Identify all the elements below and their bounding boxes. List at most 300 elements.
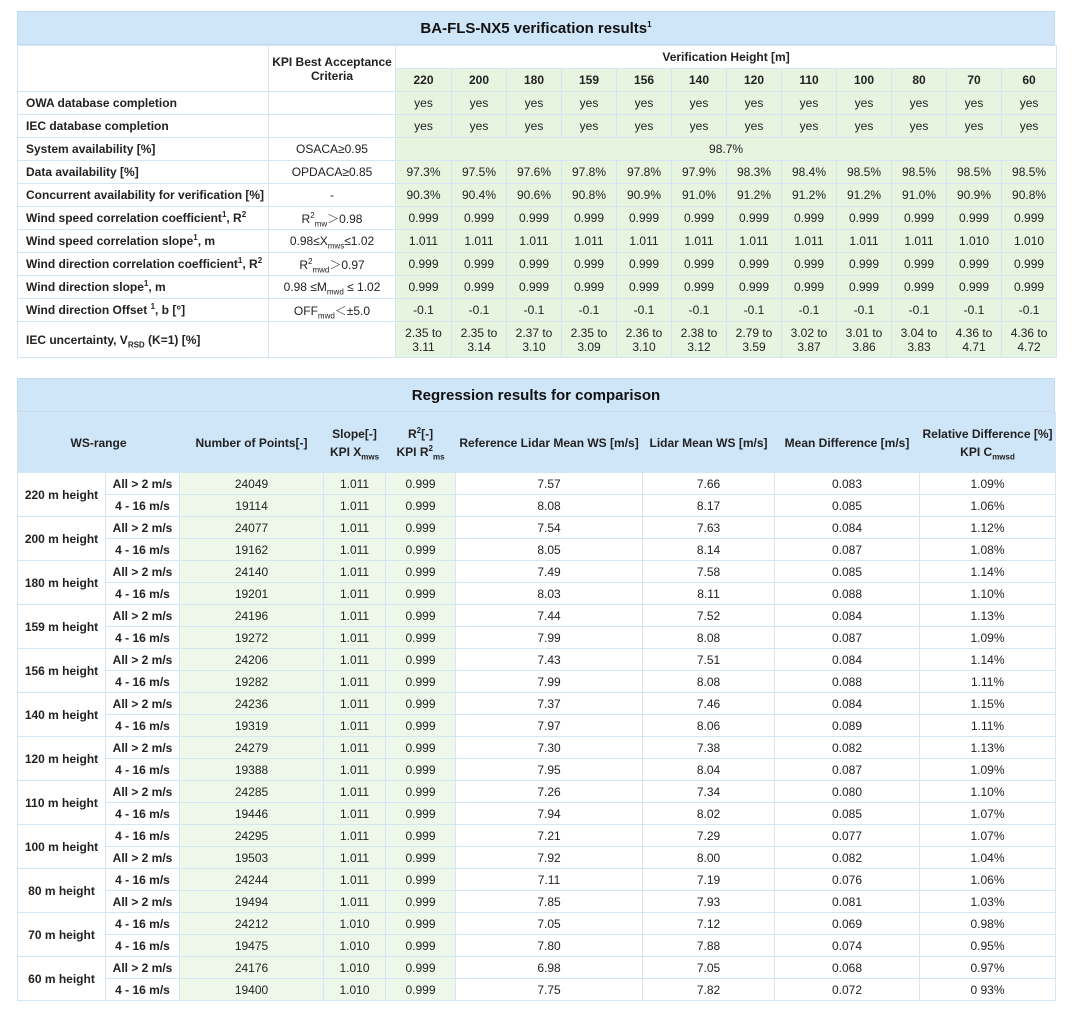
kpi-sub: mw xyxy=(314,218,328,228)
value-cell: 0.999 xyxy=(396,207,452,230)
value-cell: yes xyxy=(617,92,672,115)
slope-kpi-text: KPI X xyxy=(329,444,362,459)
kpi-criteria xyxy=(269,322,396,358)
value-cell: 0.999 xyxy=(617,253,672,276)
slope-cell: 1.010 xyxy=(324,957,386,979)
slope-cell: 1.011 xyxy=(324,781,386,803)
r2-header-label xyxy=(386,425,455,443)
table-row xyxy=(18,276,1057,299)
mean-difference-cell: 0.088 xyxy=(775,583,920,605)
regression-results-table xyxy=(17,412,1056,1001)
value-cell: 98.5% xyxy=(892,161,947,184)
height-group-label: 80 m height xyxy=(18,869,106,913)
row-label xyxy=(18,253,269,276)
height-header: 110 xyxy=(782,69,837,92)
lidar-ws-cell: 7.05 xyxy=(643,957,775,979)
ws-range-cell: All > 2 m/s xyxy=(106,649,180,671)
slope-cell: 1.011 xyxy=(324,561,386,583)
row-label xyxy=(18,207,269,230)
height-header: 140 xyxy=(672,69,727,92)
value-cell: 90.4% xyxy=(452,184,507,207)
height-header: 60 xyxy=(1002,69,1057,92)
relative-difference-cell: 0 93% xyxy=(920,979,1056,1001)
table-row xyxy=(18,649,1056,671)
value-cell: -0.1 xyxy=(1002,299,1057,322)
r2-cell: 0.999 xyxy=(386,759,456,781)
value-bottom: 3.10 xyxy=(632,339,656,354)
value-cell: -0.1 xyxy=(507,299,562,322)
slope-cell: 1.011 xyxy=(324,891,386,913)
height-group-label: 60 m height xyxy=(18,957,106,1001)
value-cell xyxy=(562,322,617,358)
points-cell: 19503 xyxy=(180,847,324,869)
table-row xyxy=(18,825,1056,847)
r2-cell: 0.999 xyxy=(386,561,456,583)
lidar-ws-cell: 7.19 xyxy=(643,869,775,891)
value-bottom: 3.87 xyxy=(797,339,821,354)
r2-cell: 0.999 xyxy=(386,891,456,913)
points-cell: 24077 xyxy=(180,517,324,539)
value-cell: 1.011 xyxy=(452,230,507,253)
r2-header xyxy=(386,413,456,473)
r2-cell: 0.999 xyxy=(386,957,456,979)
value-cell: 0.999 xyxy=(507,207,562,230)
points-cell: 19475 xyxy=(180,935,324,957)
mean-difference-cell: 0.084 xyxy=(775,605,920,627)
relative-difference-cell: 1.06% xyxy=(920,869,1056,891)
reference-ws-cell: 7.43 xyxy=(456,649,643,671)
row-label-text: Wind direction correlation coefficient xyxy=(26,257,238,271)
value-cell: 0.999 xyxy=(892,207,947,230)
slope-cell: 1.011 xyxy=(324,605,386,627)
points-cell: 19272 xyxy=(180,627,324,649)
ws-range-cell: All > 2 m/s xyxy=(106,891,180,913)
table-row xyxy=(18,935,1056,957)
value-cell: 1.011 xyxy=(507,230,562,253)
r2-cell: 0.999 xyxy=(386,737,456,759)
row-label-tail: , R xyxy=(226,211,242,225)
mean-difference-cell: 0.085 xyxy=(775,561,920,583)
relative-difference-cell: 0.98% xyxy=(920,913,1056,935)
value-cell: yes xyxy=(672,92,727,115)
value-bottom: 4.71 xyxy=(962,339,986,354)
lidar-ws-cell: 7.58 xyxy=(643,561,775,583)
value-bottom: 3.59 xyxy=(742,339,766,354)
merged-value-cell: 98.7% xyxy=(396,138,1057,161)
lidar-ws-cell: 7.12 xyxy=(643,913,775,935)
value-top: 2.35 to xyxy=(460,325,498,340)
value-cell: 0.999 xyxy=(892,253,947,276)
points-header: Number of Points[-] xyxy=(180,413,324,473)
mean-difference-cell: 0.087 xyxy=(775,759,920,781)
ws-range-cell: 4 - 16 m/s xyxy=(106,583,180,605)
height-group-label: 110 m height xyxy=(18,781,106,825)
points-cell: 24140 xyxy=(180,561,324,583)
value-cell: 97.3% xyxy=(396,161,452,184)
value-cell: 0.999 xyxy=(727,276,782,299)
value-cell: 0.999 xyxy=(507,253,562,276)
relative-difference-cell: 1.04% xyxy=(920,847,1056,869)
reference-ws-cell: 7.99 xyxy=(456,671,643,693)
value-bottom: 3.14 xyxy=(467,339,491,354)
kpi-tail: ＜±5.0 xyxy=(334,303,371,318)
height-header: 200 xyxy=(452,69,507,92)
points-cell: 24295 xyxy=(180,825,324,847)
row-label-tail: , b [°] xyxy=(155,303,186,317)
value-cell: yes xyxy=(452,92,507,115)
ws-range-cell: All > 2 m/s xyxy=(106,781,180,803)
row-label-sup: 1 xyxy=(221,210,227,219)
value-cell: yes xyxy=(837,92,892,115)
lidar-ws-cell: 7.52 xyxy=(643,605,775,627)
verification-title-sup: 1 xyxy=(647,20,652,29)
table-row xyxy=(18,138,1057,161)
kpi-criteria xyxy=(269,161,396,184)
value-cell: -0.1 xyxy=(452,299,507,322)
slope-cell: 1.011 xyxy=(324,649,386,671)
row-label xyxy=(18,276,269,299)
height-group-label: 156 m height xyxy=(18,649,106,693)
slope-header xyxy=(324,413,386,473)
points-cell: 19201 xyxy=(180,583,324,605)
mean-difference-cell: 0.089 xyxy=(775,715,920,737)
relative-kpi-label xyxy=(920,443,1055,461)
lidar-ws-cell: 7.93 xyxy=(643,891,775,913)
table-row xyxy=(18,161,1057,184)
value-cell: yes xyxy=(892,92,947,115)
rel-kpi-text: KPI C xyxy=(960,444,993,459)
row-label xyxy=(18,299,269,322)
slope-cell: 1.011 xyxy=(324,847,386,869)
mean-difference-cell: 0.088 xyxy=(775,671,920,693)
table-row xyxy=(18,583,1056,605)
row-label xyxy=(18,161,269,184)
value-cell: 0.999 xyxy=(1002,207,1057,230)
value-bottom: 3.11 xyxy=(412,339,435,354)
kpi-tail: ＞0.97 xyxy=(329,257,365,272)
value-cell: 97.9% xyxy=(672,161,727,184)
row-label-tail: , m xyxy=(197,234,216,248)
value-cell: 97.5% xyxy=(452,161,507,184)
value-cell: 0.999 xyxy=(452,276,507,299)
height-group-label: 140 m height xyxy=(18,693,106,737)
height-group-label: 120 m height xyxy=(18,737,106,781)
value-cell: 0.999 xyxy=(837,207,892,230)
value-cell: yes xyxy=(452,115,507,138)
mean-difference-cell: 0.069 xyxy=(775,913,920,935)
value-cell: 98.5% xyxy=(947,161,1002,184)
value-bottom: 3.83 xyxy=(907,339,931,354)
height-group-label: 159 m height xyxy=(18,605,106,649)
value-top: 2.35 to xyxy=(405,325,442,340)
verification-results-title xyxy=(17,11,1055,45)
relative-difference-cell: 1.06% xyxy=(920,495,1056,517)
value-cell: 0.999 xyxy=(782,253,837,276)
reference-ws-cell: 7.26 xyxy=(456,781,643,803)
relative-difference-cell: 1.11% xyxy=(920,715,1056,737)
points-cell: 24244 xyxy=(180,869,324,891)
verification-results-table xyxy=(17,45,1057,358)
points-cell: 24212 xyxy=(180,913,324,935)
value-cell: 0.999 xyxy=(672,207,727,230)
value-cell xyxy=(617,322,672,358)
row-label xyxy=(18,322,269,358)
reference-ws-cell: 7.37 xyxy=(456,693,643,715)
mean-difference-cell: 0.082 xyxy=(775,847,920,869)
row-label-tail-sup: 2 xyxy=(257,256,263,265)
slope-kpi-label xyxy=(324,443,385,461)
value-top: 3.01 to xyxy=(845,325,883,340)
row-label-text: Wind speed correlation slope xyxy=(26,234,194,248)
value-cell: 0.999 xyxy=(947,253,1002,276)
value-cell: yes xyxy=(947,92,1002,115)
relative-difference-cell: 1.09% xyxy=(920,627,1056,649)
value-top: 2.38 to xyxy=(680,325,718,340)
ws-range-cell: All > 2 m/s xyxy=(106,473,180,495)
table-row xyxy=(18,495,1056,517)
value-cell: -0.1 xyxy=(892,299,947,322)
mean-difference-cell: 0.084 xyxy=(775,517,920,539)
r2-kpi-text: KPI R xyxy=(396,444,429,459)
value-cell: 97.8% xyxy=(562,161,617,184)
value-cell xyxy=(892,322,947,358)
kpi-text: 0.98≤X xyxy=(289,234,328,248)
value-cell: 90.8% xyxy=(1002,184,1057,207)
ws-range-cell: All > 2 m/s xyxy=(106,957,180,979)
table-row xyxy=(18,847,1056,869)
reference-ws-cell: 7.11 xyxy=(456,869,643,891)
value-cell xyxy=(947,322,1002,358)
value-cell xyxy=(452,322,507,358)
value-cell: 1.011 xyxy=(617,230,672,253)
table-row xyxy=(18,891,1056,913)
slope-cell: 1.010 xyxy=(324,979,386,1001)
kpi-text: R xyxy=(299,257,308,272)
slope-cell: 1.011 xyxy=(324,517,386,539)
kpi-text: 0.98 ≤M xyxy=(283,280,327,294)
table-row xyxy=(18,913,1056,935)
r2-cell: 0.999 xyxy=(386,539,456,561)
kpi-sub: mws xyxy=(327,241,345,251)
kpi-sub: mwd xyxy=(317,310,335,320)
value-cell xyxy=(782,322,837,358)
kpi-tail: ＞0.98 xyxy=(327,211,363,226)
value-cell: 0.999 xyxy=(562,207,617,230)
lidar-ws-cell: 8.17 xyxy=(643,495,775,517)
table-row xyxy=(18,322,1057,358)
r2-cell: 0.999 xyxy=(386,649,456,671)
regression-title-text: Regression results for comparison xyxy=(411,387,661,404)
relative-difference-cell: 1.08% xyxy=(920,539,1056,561)
ws-range-cell: 4 - 16 m/s xyxy=(106,539,180,561)
slope-cell: 1.010 xyxy=(324,935,386,957)
points-cell: 19319 xyxy=(180,715,324,737)
reference-ws-cell: 7.21 xyxy=(456,825,643,847)
value-cell: 1.010 xyxy=(947,230,1002,253)
value-cell: 1.011 xyxy=(837,230,892,253)
value-cell: yes xyxy=(396,92,452,115)
kpi-sup: 2 xyxy=(310,210,315,220)
value-cell: -0.1 xyxy=(562,299,617,322)
height-header: 159 xyxy=(562,69,617,92)
slope-cell: 1.011 xyxy=(324,869,386,891)
relative-difference-cell: 0.97% xyxy=(920,957,1056,979)
value-cell: 0.999 xyxy=(782,207,837,230)
row-label-tail: , m xyxy=(148,280,166,294)
value-cell: yes xyxy=(396,115,452,138)
ws-range-cell: All > 2 m/s xyxy=(106,517,180,539)
mean-difference-cell: 0.068 xyxy=(775,957,920,979)
kpi-criteria xyxy=(269,207,396,230)
r2-cell: 0.999 xyxy=(386,803,456,825)
value-bottom: 3.12 xyxy=(687,339,711,354)
ws-range-cell: All > 2 m/s xyxy=(106,693,180,715)
slope-cell: 1.011 xyxy=(324,693,386,715)
value-top: 3.02 to xyxy=(790,325,828,340)
lidar-ws-cell: 8.04 xyxy=(643,759,775,781)
table-row xyxy=(18,693,1056,715)
r2-tail: [-] xyxy=(421,426,434,441)
ws-range-cell: 4 - 16 m/s xyxy=(106,913,180,935)
mean-difference-cell: 0.087 xyxy=(775,539,920,561)
kpi-text: OPDACA≥0.85 xyxy=(291,165,373,179)
verification-title-text: BA-FLS-NX5 verification results xyxy=(420,20,648,37)
relative-difference-cell: 1.15% xyxy=(920,693,1056,715)
value-cell: 0.999 xyxy=(1002,253,1057,276)
ws-range-cell: All > 2 m/s xyxy=(106,561,180,583)
value-cell: 0.999 xyxy=(507,276,562,299)
value-top: 2.79 to xyxy=(735,325,773,340)
value-bottom: 3.10 xyxy=(522,339,546,354)
slope-header-label: Slope[-] xyxy=(332,426,377,441)
reference-ws-cell: 7.97 xyxy=(456,715,643,737)
value-cell: yes xyxy=(727,92,782,115)
value-cell: 0.999 xyxy=(617,276,672,299)
value-cell: yes xyxy=(562,115,617,138)
reference-ws-header: Reference Lidar Mean WS [m/s] xyxy=(456,413,643,473)
r2-cell: 0.999 xyxy=(386,935,456,957)
height-group-label: 180 m height xyxy=(18,561,106,605)
row-label-text: IEC uncertainty, V xyxy=(26,332,128,347)
points-cell: 24206 xyxy=(180,649,324,671)
lidar-ws-cell: 7.63 xyxy=(643,517,775,539)
value-cell: 0.999 xyxy=(672,253,727,276)
value-cell: 0.999 xyxy=(452,253,507,276)
value-cell: -0.1 xyxy=(947,299,1002,322)
lidar-ws-cell: 7.51 xyxy=(643,649,775,671)
reference-ws-cell: 7.05 xyxy=(456,913,643,935)
lidar-ws-cell: 7.38 xyxy=(643,737,775,759)
kpi-text: OFF xyxy=(293,303,318,318)
r2-cell: 0.999 xyxy=(386,495,456,517)
value-cell: -0.1 xyxy=(672,299,727,322)
mean-difference-cell: 0.083 xyxy=(775,473,920,495)
value-top: 2.36 to xyxy=(625,325,663,340)
height-header: 70 xyxy=(947,69,1002,92)
kpi-sup: 2 xyxy=(307,256,313,266)
value-cell: 90.9% xyxy=(947,184,1002,207)
reference-ws-cell: 7.95 xyxy=(456,759,643,781)
table-row xyxy=(18,737,1056,759)
value-cell: 1.011 xyxy=(782,230,837,253)
points-cell: 19494 xyxy=(180,891,324,913)
row-label-tail-sup: 2 xyxy=(241,210,247,219)
points-cell: 24176 xyxy=(180,957,324,979)
row-label-text: Concurrent availability for verification [%] xyxy=(26,188,265,202)
ws-range-cell: 4 - 16 m/s xyxy=(106,825,180,847)
r2-cell: 0.999 xyxy=(386,473,456,495)
value-cell: -0.1 xyxy=(727,299,782,322)
row-label-sup: 1 xyxy=(193,233,198,242)
r2-cell: 0.999 xyxy=(386,605,456,627)
ws-range-cell: 4 - 16 m/s xyxy=(106,979,180,1001)
slope-cell: 1.010 xyxy=(324,913,386,935)
value-cell: yes xyxy=(782,92,837,115)
kpi-header: KPI Best Acceptance Criteria xyxy=(269,46,396,92)
kpi-sub: mwd xyxy=(312,264,330,274)
points-cell: 19114 xyxy=(180,495,324,517)
value-cell: 91.2% xyxy=(727,184,782,207)
slope-cell: 1.011 xyxy=(324,715,386,737)
value-top: 2.37 to xyxy=(515,325,553,340)
mean-difference-cell: 0.087 xyxy=(775,627,920,649)
value-cell: 98.5% xyxy=(837,161,892,184)
value-cell: 98.4% xyxy=(782,161,837,184)
r2-kpi-sup: 2 xyxy=(428,443,433,453)
reference-ws-cell: 7.49 xyxy=(456,561,643,583)
height-header: 80 xyxy=(892,69,947,92)
reference-ws-cell: 7.80 xyxy=(456,935,643,957)
lidar-ws-cell: 8.14 xyxy=(643,539,775,561)
value-cell: yes xyxy=(1002,115,1057,138)
value-cell: yes xyxy=(507,92,562,115)
row-label xyxy=(18,184,269,207)
table-row xyxy=(18,184,1057,207)
r2-text: R xyxy=(407,426,417,441)
points-cell: 24285 xyxy=(180,781,324,803)
kpi-sub: mwd xyxy=(326,287,344,297)
value-cell: 0.999 xyxy=(617,207,672,230)
value-cell: 1.011 xyxy=(396,230,452,253)
value-cell: yes xyxy=(1002,92,1057,115)
reference-ws-cell: 7.54 xyxy=(456,517,643,539)
ws-range-cell: 4 - 16 m/s xyxy=(106,869,180,891)
slope-cell: 1.011 xyxy=(324,627,386,649)
row-label-text: Wind speed correlation coefficient xyxy=(26,211,222,225)
value-cell: 90.3% xyxy=(396,184,452,207)
table-row xyxy=(18,869,1056,891)
row-label xyxy=(18,92,269,115)
table-row xyxy=(18,473,1056,495)
r2-cell: 0.999 xyxy=(386,979,456,1001)
kpi-criteria xyxy=(269,299,396,322)
mean-difference-cell: 0.084 xyxy=(775,693,920,715)
height-header: 180 xyxy=(507,69,562,92)
lidar-ws-cell: 8.08 xyxy=(643,671,775,693)
value-bottom: 4.72 xyxy=(1017,339,1041,354)
relative-difference-cell: 1.07% xyxy=(920,803,1056,825)
value-top: 4.36 to xyxy=(955,325,993,340)
table-row xyxy=(18,92,1057,115)
row-label-sup: 1 xyxy=(150,302,156,311)
verification-height-header: Verification Height [m] xyxy=(396,46,1057,69)
value-cell: 0.999 xyxy=(727,207,782,230)
lidar-ws-cell: 7.46 xyxy=(643,693,775,715)
table-row xyxy=(18,207,1057,230)
header-blank-cell xyxy=(18,46,269,92)
row-label-sub: RSD xyxy=(127,339,145,349)
value-cell: 0.999 xyxy=(837,276,892,299)
